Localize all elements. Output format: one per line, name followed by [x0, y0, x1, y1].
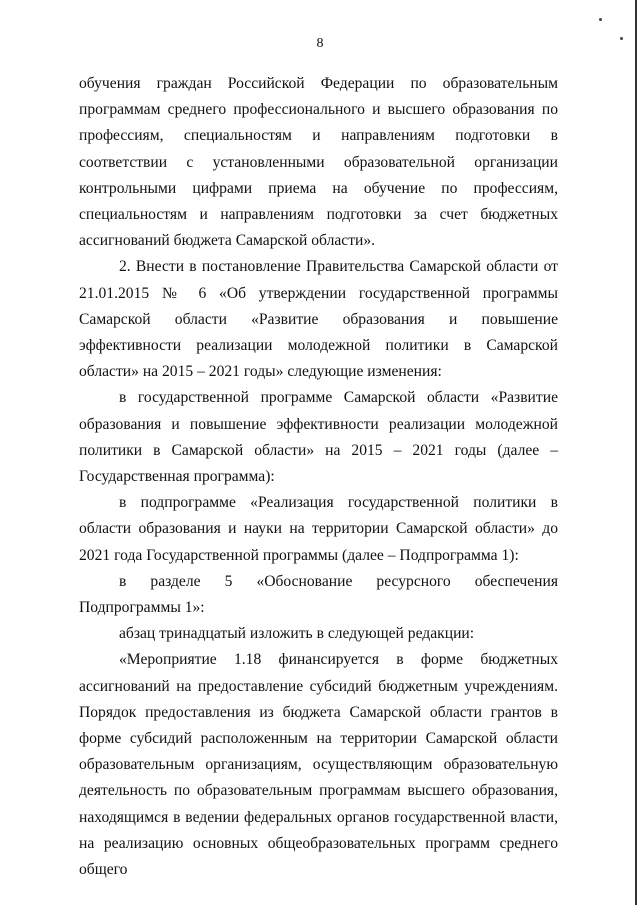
- scan-speck: [599, 18, 602, 21]
- paragraph: обучения граждан Российской Федерации по образовательным программам среднего профессионального и высшего образования по профессиям, специальностям и направлениям подготовки в соответствии с установленными образовательной организации контрольными цифрами приема на обучение по профессиям, специальностям и направлениям подготовки за счет бюджетных ассигнований бюджета Самарской области».: [79, 75, 558, 250]
- paragraph: 2. Внести в постановление Правительства Самарской области от 21.01.2015 № 6 «Об утверждении государственной программы Самарской области «Развитие образования и повышение эффективности реализации молодежной политики в Самарской области» на 2015 – 2021 годы» следующие изменения:: [79, 258, 558, 381]
- paragraph: в подпрограмме «Реализация государственной политики в области образования и науки на территории Самарской области» до 2021 года Государственной программы (далее – Подпрограмма 1):: [79, 494, 558, 564]
- page-number: 8: [316, 36, 324, 51]
- document-body: [79, 71, 558, 883]
- paragraph: абзац тринадцатый изложить в следующей редакции:: [119, 625, 475, 643]
- paragraph: «Мероприятие 1.18 финансируется в форме бюджетных ассигнований на предоставление субсидий бюджетным учреждениям. Порядок предоставления из бюджета Самарской области грантов в форме субсидий расположенным на территории Самарской области образовательным организациям, осуществляющим образовательную деятельность по образовательным программам высшего образования, находящимся в ведении федеральных органов государственной власти, на реализацию основных общеобразовательных программ среднего общего: [79, 651, 558, 879]
- scan-edge-line: [635, 0, 637, 905]
- paragraph: в разделе 5 «Обоснование ресурсного обеспечения Подпрограммы 1»:: [79, 572, 558, 617]
- paragraph: в государственной программе Самарской области «Развитие образования и повышение эффективности реализации молодежной политики в Самарской области» на 2015 – 2021 годы (далее – Государственная программа):: [79, 389, 558, 486]
- scan-speck: [620, 37, 623, 40]
